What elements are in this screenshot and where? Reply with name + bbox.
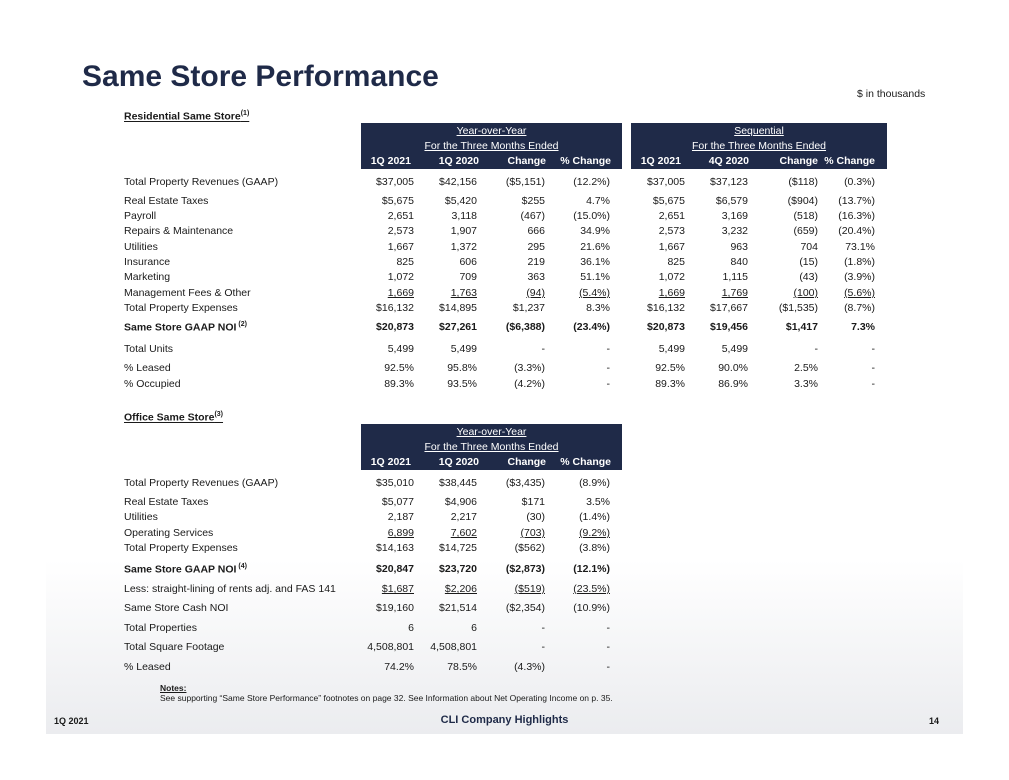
residential-cell: (12.2%) xyxy=(573,176,610,188)
residential-cell: $1,417 xyxy=(785,321,818,333)
seq-col-1q2021: 1Q 2021 xyxy=(640,155,681,167)
office-cell: - xyxy=(606,622,610,634)
yoy-header-line2: For the Three Months Ended xyxy=(424,140,559,152)
residential-cell: (15.0%) xyxy=(573,210,610,222)
residential-cell: $17,667 xyxy=(710,302,748,314)
residential-cell: 1,667 xyxy=(387,241,414,253)
residential-cell: 92.5% xyxy=(384,362,414,374)
residential-cell: 5,499 xyxy=(387,343,414,355)
residential-cell: ($5,151) xyxy=(505,176,545,188)
residential-cell: 1,669 xyxy=(658,287,685,299)
office-cell: $14,725 xyxy=(439,542,477,554)
residential-cell: $37,005 xyxy=(647,176,685,188)
office-row-label: Utilities xyxy=(124,511,158,523)
yoy-header-line1: Year-over-Year xyxy=(456,125,527,137)
residential-row xyxy=(0,225,1009,239)
residential-cell: 825 xyxy=(667,256,685,268)
residential-row-label: Repairs & Maintenance xyxy=(124,225,234,237)
residential-cell: $255 xyxy=(521,195,545,207)
office-yoy-header xyxy=(361,424,622,470)
seq-col-pct-change: % Change xyxy=(824,155,875,167)
residential-cell: (23.4%) xyxy=(573,321,610,333)
seq-col-4q2020: 4Q 2020 xyxy=(708,155,749,167)
notes-title: Notes: xyxy=(160,683,187,693)
residential-cell: - xyxy=(871,378,875,390)
residential-cell: 295 xyxy=(527,241,545,253)
residential-cell: (3.3%) xyxy=(514,362,545,374)
residential-cell: (467) xyxy=(520,210,545,222)
office-row xyxy=(0,511,1009,525)
residential-cell: ($118) xyxy=(788,176,818,188)
office-col-1q2020: 1Q 2020 xyxy=(438,456,479,468)
yoy-col-1q2020: 1Q 2020 xyxy=(438,155,479,167)
residential-cell: 3.3% xyxy=(794,378,818,390)
residential-cell: $14,895 xyxy=(439,302,477,314)
footnote-ref: (2) xyxy=(236,321,247,328)
office-row-label: % Leased xyxy=(124,661,171,673)
residential-cell: 3,232 xyxy=(721,225,748,237)
residential-cell: 1,907 xyxy=(450,225,477,237)
residential-cell: (8.7%) xyxy=(844,302,875,314)
residential-cell: 1,072 xyxy=(387,271,414,283)
footer-title: CLI Company Highlights xyxy=(440,714,569,726)
office-cell: (23.5%) xyxy=(573,583,610,595)
residential-cell: $5,420 xyxy=(444,195,477,207)
office-row xyxy=(0,496,1009,510)
office-cell: (1.4%) xyxy=(579,511,610,523)
residential-cell: ($904) xyxy=(787,195,818,207)
office-cell: $1,687 xyxy=(381,583,414,595)
office-row-label: Total Square Footage xyxy=(124,641,225,653)
office-cell: (10.9%) xyxy=(573,602,610,614)
residential-cell: 2,573 xyxy=(658,225,685,237)
office-yoy-header-line1: Year-over-Year xyxy=(456,426,527,438)
residential-cell: (0.3%) xyxy=(844,176,875,188)
office-footnote-ref: (3) xyxy=(214,411,224,418)
yoy-col-pct-change: % Change xyxy=(560,155,611,167)
office-yoy-header-line2: For the Three Months Ended xyxy=(424,441,559,453)
residential-row xyxy=(0,302,1009,316)
residential-cell: 1,072 xyxy=(658,271,685,283)
office-cell: 6 xyxy=(408,622,414,634)
office-cell: $35,010 xyxy=(376,477,414,489)
residential-row xyxy=(0,256,1009,270)
office-row-label: Operating Services xyxy=(124,527,214,539)
residential-row-label: % Leased xyxy=(124,362,171,374)
residential-cell: 21.6% xyxy=(580,241,610,253)
page-title: Same Store Performance xyxy=(82,60,439,93)
residential-cell: $1,237 xyxy=(512,302,545,314)
residential-cell: 34.9% xyxy=(580,225,610,237)
residential-cell: (15) xyxy=(799,256,818,268)
residential-cell: - xyxy=(871,343,875,355)
office-cell: $38,445 xyxy=(439,477,477,489)
residential-cell: $20,873 xyxy=(376,321,414,333)
residential-cell: 709 xyxy=(459,271,477,283)
residential-cell: (94) xyxy=(526,287,545,299)
residential-row xyxy=(0,271,1009,285)
residential-cell: $16,132 xyxy=(376,302,414,314)
office-cell: 7,602 xyxy=(450,527,477,539)
residential-row xyxy=(0,176,1009,190)
residential-row-label: % Occupied xyxy=(124,378,181,390)
office-row-label: Total Properties xyxy=(124,622,197,634)
office-cell: 2,217 xyxy=(450,511,477,523)
residential-cell: 90.0% xyxy=(718,362,748,374)
notes xyxy=(160,683,613,703)
office-row xyxy=(0,661,1009,675)
units-note: $ in thousands xyxy=(857,88,926,100)
office-cell: 6 xyxy=(471,622,477,634)
residential-cell: 8.3% xyxy=(586,302,610,314)
residential-row-label: Total Property Expenses xyxy=(124,302,238,314)
residential-cell: (43) xyxy=(799,271,818,283)
seq-col-change: Change xyxy=(779,155,818,167)
residential-cell: 1,372 xyxy=(450,241,477,253)
office-cell: 74.2% xyxy=(384,661,414,673)
residential-cell: 4.7% xyxy=(586,195,610,207)
office-cell: 4,508,801 xyxy=(430,641,477,653)
office-cell: ($2,873) xyxy=(505,563,545,575)
office-cell: $20,847 xyxy=(376,563,414,575)
residential-footnote-ref: (1) xyxy=(240,110,250,117)
residential-cell: 1,669 xyxy=(387,287,414,299)
residential-row-label: Utilities xyxy=(124,241,158,253)
residential-cell: - xyxy=(606,378,610,390)
seq-header-line1: Sequential xyxy=(734,125,784,137)
office-row xyxy=(0,583,1009,597)
office-row-label: Same Store GAAP NOI $^{(4)}$ xyxy=(124,563,247,576)
residential-cell: (5.6%) xyxy=(844,287,875,299)
office-cell: 78.5% xyxy=(447,661,477,673)
residential-row xyxy=(0,362,1009,376)
residential-yoy-header xyxy=(361,123,622,169)
residential-cell: $37,005 xyxy=(376,176,414,188)
residential-cell: $37,123 xyxy=(710,176,748,188)
office-cell: (9.2%) xyxy=(579,527,610,539)
office-cell: $21,514 xyxy=(439,602,477,614)
office-cell: (4.3%) xyxy=(514,661,545,673)
residential-cell: 363 xyxy=(527,271,545,283)
residential-cell: 3,169 xyxy=(721,210,748,222)
residential-cell: 51.1% xyxy=(580,271,610,283)
residential-cell: 704 xyxy=(800,241,818,253)
residential-cell: 86.9% xyxy=(718,378,748,390)
residential-cell: 36.1% xyxy=(580,256,610,268)
seq-header-line2: For the Three Months Ended xyxy=(691,140,827,152)
office-row-label: Real Estate Taxes xyxy=(124,496,209,508)
office-cell: $171 xyxy=(521,496,545,508)
residential-seq-header xyxy=(631,123,887,169)
page-number: 14 xyxy=(929,716,940,726)
residential-cell: 5,499 xyxy=(721,343,748,355)
residential-cell: 89.3% xyxy=(384,378,414,390)
residential-cell: 2,651 xyxy=(387,210,414,222)
residential-cell: (4.2%) xyxy=(514,378,545,390)
office-row xyxy=(0,542,1009,556)
office-row xyxy=(0,622,1009,636)
residential-row-label: Total Units xyxy=(124,343,174,355)
office-section-title: Office Same Store$^{(3)}$ xyxy=(124,411,224,424)
residential-cell: 5,499 xyxy=(658,343,685,355)
office-cell: ($562) xyxy=(514,542,545,554)
office-cell: $23,720 xyxy=(439,563,477,575)
residential-row xyxy=(0,210,1009,224)
residential-cell: $42,156 xyxy=(439,176,477,188)
office-cell: 2,187 xyxy=(387,511,414,523)
residential-cell: 92.5% xyxy=(655,362,685,374)
office-cell: ($3,435) xyxy=(505,477,545,489)
office-cell: (3.8%) xyxy=(579,542,610,554)
residential-cell: (16.3%) xyxy=(838,210,875,222)
office-cell: $19,160 xyxy=(376,602,414,614)
office-cell: (703) xyxy=(520,527,545,539)
residential-cell: 7.3% xyxy=(851,321,875,333)
office-col-pct-change: % Change xyxy=(560,456,611,468)
residential-cell: 5,499 xyxy=(450,343,477,355)
residential-cell: ($1,535) xyxy=(778,302,818,314)
residential-row xyxy=(0,287,1009,301)
office-row-label: Total Property Expenses xyxy=(124,542,238,554)
office-row xyxy=(0,563,1009,577)
office-cell: ($2,354) xyxy=(505,602,545,614)
residential-row-label: Total Property Revenues (GAAP) xyxy=(124,176,279,188)
office-cell: ($519) xyxy=(514,583,545,595)
residential-cell: 1,763 xyxy=(450,287,477,299)
residential-cell: 219 xyxy=(527,256,545,268)
residential-cell: (13.7%) xyxy=(838,195,875,207)
office-cell: $14,163 xyxy=(376,542,414,554)
office-cell: - xyxy=(541,641,545,653)
residential-cell: 3,118 xyxy=(451,210,477,222)
residential-cell: 93.5% xyxy=(447,378,477,390)
residential-cell: 1,667 xyxy=(658,241,685,253)
office-cell: 4,508,801 xyxy=(367,641,414,653)
footnote-ref: (4) xyxy=(236,563,247,570)
residential-row xyxy=(0,378,1009,392)
office-cell: - xyxy=(606,661,610,673)
residential-cell: 840 xyxy=(730,256,748,268)
office-cell: $5,077 xyxy=(381,496,414,508)
office-row xyxy=(0,602,1009,616)
office-cell: - xyxy=(606,641,610,653)
residential-cell: 606 xyxy=(459,256,477,268)
office-cell: 6,899 xyxy=(387,527,414,539)
residential-cell: (518) xyxy=(793,210,818,222)
residential-row xyxy=(0,343,1009,357)
office-row xyxy=(0,641,1009,655)
residential-cell: - xyxy=(606,343,610,355)
residential-cell: - xyxy=(541,343,545,355)
residential-cell: ($6,388) xyxy=(505,321,545,333)
residential-cell: 89.3% xyxy=(655,378,685,390)
residential-row xyxy=(0,321,1009,335)
residential-row-label: Real Estate Taxes xyxy=(124,195,209,207)
residential-row-label: Payroll xyxy=(124,210,157,222)
office-cell: $4,906 xyxy=(444,496,477,508)
residential-cell: $5,675 xyxy=(652,195,685,207)
residential-cell: - xyxy=(871,362,875,374)
residential-cell: (1.8%) xyxy=(844,256,875,268)
office-row-label: Same Store Cash NOI xyxy=(124,602,229,614)
yoy-col-change: Change xyxy=(507,155,546,167)
residential-cell: $27,261 xyxy=(439,321,477,333)
residential-row-label: Marketing xyxy=(124,271,171,283)
residential-cell: 666 xyxy=(527,225,545,237)
residential-cell: (5.4%) xyxy=(579,287,610,299)
footer-period: 1Q 2021 xyxy=(54,716,89,726)
residential-section-title: Residential Same Store$^{(1)}$ xyxy=(124,110,250,123)
residential-cell: 2,651 xyxy=(658,210,685,222)
office-row-label: Less: straight-lining of rents adj. and FAS 141 xyxy=(124,583,336,595)
office-cell: - xyxy=(541,622,545,634)
residential-cell: $20,873 xyxy=(647,321,685,333)
residential-row-label: Same Store GAAP NOI $^{(2)}$ xyxy=(124,321,247,334)
residential-cell: 2,573 xyxy=(387,225,414,237)
residential-cell: 1,769 xyxy=(721,287,748,299)
office-row xyxy=(0,477,1009,491)
residential-row-label: Insurance xyxy=(124,256,171,268)
residential-cell: (659) xyxy=(793,225,818,237)
residential-row xyxy=(0,241,1009,255)
residential-row-label: Management Fees & Other xyxy=(124,287,251,299)
residential-cell: 2.5% xyxy=(794,362,818,374)
notes-text: See supporting “Same Store Performance” footnotes on page 32. See Information about Net Operating Income on p. 35. xyxy=(160,693,613,703)
residential-cell: (20.4%) xyxy=(838,225,875,237)
office-row xyxy=(0,527,1009,541)
residential-cell: 1,115 xyxy=(722,271,748,283)
residential-cell: (3.9%) xyxy=(844,271,875,283)
residential-cell: $5,675 xyxy=(381,195,414,207)
residential-cell: (100) xyxy=(793,287,818,299)
residential-cell: $19,456 xyxy=(710,321,748,333)
residential-cell: - xyxy=(814,343,818,355)
office-cell: (8.9%) xyxy=(579,477,610,489)
office-cell: (30) xyxy=(526,511,545,523)
office-cell: $2,206 xyxy=(444,583,477,595)
office-col-change: Change xyxy=(507,456,546,468)
residential-cell: 825 xyxy=(396,256,414,268)
residential-row xyxy=(0,195,1009,209)
office-col-1q2021: 1Q 2021 xyxy=(370,456,411,468)
office-cell: 3.5% xyxy=(586,496,610,508)
office-row-label: Total Property Revenues (GAAP) xyxy=(124,477,279,489)
residential-cell: $16,132 xyxy=(647,302,685,314)
residential-cell: 73.1% xyxy=(845,241,875,253)
residential-cell: 95.8% xyxy=(447,362,477,374)
residential-cell: 963 xyxy=(730,241,748,253)
yoy-col-1q2021: 1Q 2021 xyxy=(370,155,411,167)
residential-cell: - xyxy=(606,362,610,374)
residential-cell: $6,579 xyxy=(715,195,748,207)
office-cell: (12.1%) xyxy=(573,563,610,575)
